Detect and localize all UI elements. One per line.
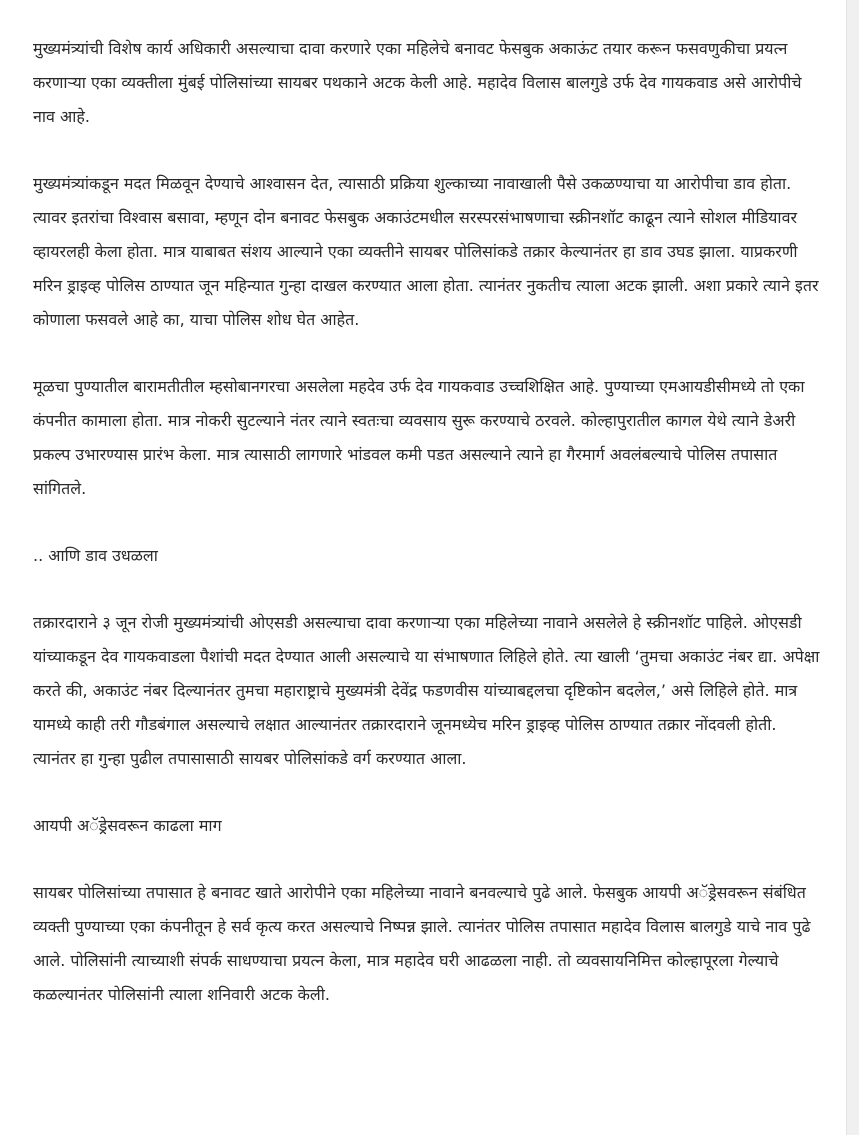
section-heading-2: आयपी अॅड्रेसवरून काढला माग (33, 816, 222, 835)
article-paragraph-2: मुख्यमंत्र्यांकडून मदत मिळवून देण्याचे आश्वासन देत, त्यासाठी प्रक्रिया शुल्काच्या नावाखाली पैसे उकळण्याचा या आरोपीचा डाव होता. त्यावर इतरांचा विश्वास बसावा, म्हणून दोन बनावट फेसबुक अकाउंटमधील सरस्परसंभाषणाचा स्क्रीनशॉट काढून त्याने सोशल मीडियावर व्हायरलही केला होता. मात्र याबाबत संशय आल्याने एका व्यक्तीने सायबर पोलिसांकडे तक्रार केल्यानंतर हा डाव उघड झाला. याप्रकरणी मरिन ड्राइव्ह पोलिस ठाण्यात जून महिन्यात गुन्हा दाखल करण्यात आला होता. त्यानंतर नुकतीच त्याला अटक झाली. अशा प्रकारे त्याने इतर कोणाला फसवले आहे का, याचा पोलिस शोध घेत आहेत. (33, 174, 819, 329)
article-paragraph-4: तक्रारदाराने ३ जून रोजी मुख्यमंत्र्यांची ओएसडी असल्याचा दावा करणाऱ्या एका महिलेच्या नावाने असलेले हे स्क्रीनशॉट पाहिले. ओएसडी यांच्याकडून देव गायकवाडला पैशांची मदत देण्यात आली असल्याचे या संभाषणात लिहिले होते. त्या खाली ‘तुमचा अकाउंट नंबर द्या. अपेक्षा करते की, अकाउंट नंबर दिल्यानंतर तुमचा महाराष्ट्राचे मुख्यमंत्री देवेंद्र फडणवीस यांच्याबद्दलचा दृष्टिकोन बदलेल,’ असे लिहिले होते. मात्र यामध्ये काही तरी गौडबंगाल असल्याचे लक्षात आल्यानंतर तक्रारदाराने जूनमध्येच मरिन ड्राइव्ह पोलिस ठाण्यात तक्रार नोंदवली होती. त्यानंतर हा गुन्हा पुढील तपासासाठी सायबर पोलिसांकडे वर्ग करण्यात आला. (33, 613, 820, 768)
article-paragraph-3: मूळचा पुण्यातील बारामतीतील म्हसोबानगरचा असलेला महदेव उर्फ देव गायकवाड उच्चशिक्षित आहे. पुण्याच्या एमआयडीसीमध्ये तो एका कंपनीत कामाला होता. मात्र नोकरी सुटल्याने नंतर त्याने स्वतःचा व्यवसाय सुरू करण्याचे ठरवले. कोल्हापुरातील कागल येथे त्याने डेअरी प्रकल्प उभारण्यास प्रारंभ केला. मात्र त्यासाठी लागणारे भांडवल कमी पडत असल्याने त्याने हा गैरमार्ग अवलंबल्याचे पोलिस तपासात सांगितले. (33, 377, 805, 498)
vertical-scrollbar[interactable] (846, 0, 859, 1135)
article-body (33, 32, 823, 1045)
article-paragraph-1: मुख्यमंत्र्यांची विशेष कार्य अधिकारी असल्याचा दावा करणारे एका महिलेचे बनावट फेसबुक अकाऊंट तयार करून फसवणुकीचा प्रयत्न करणाऱ्या एका व्यक्तीला मुंबई पोलिसांच्या सायबर पथकाने अटक केली आहे. महादेव विलास बालगुडे उर्फ देव गायकवाड असे आरोपीचे नाव आहे. (33, 39, 802, 126)
article-paragraph-5: सायबर पोलिसांच्या तपासात हे बनावट खाते आरोपीने एका महिलेच्या नावाने बनवल्याचे पुढे आले. फेसबुक आयपी अॅड्रेसवरून संबंधित व्यक्ती पुण्याच्या एका कंपनीतून हे सर्व कृत्य करत असल्याचे निष्पन्न झाले. त्यानंतर पोलिस तपासात महादेव विलास बालगुडे याचे नाव पुढे आले. पोलिसांनी त्याच्याशी संपर्क साधण्याचा प्रयत्न केला, मात्र महादेव घरी आढळला नाही. तो व्यवसायनिमित्त कोल्हापूरला गेल्याचे कळल्यानंतर पोलिसांनी त्याला शनिवारी अटक केली. (33, 883, 811, 1004)
section-heading-1: .. आणि डाव उधळला (33, 546, 158, 565)
